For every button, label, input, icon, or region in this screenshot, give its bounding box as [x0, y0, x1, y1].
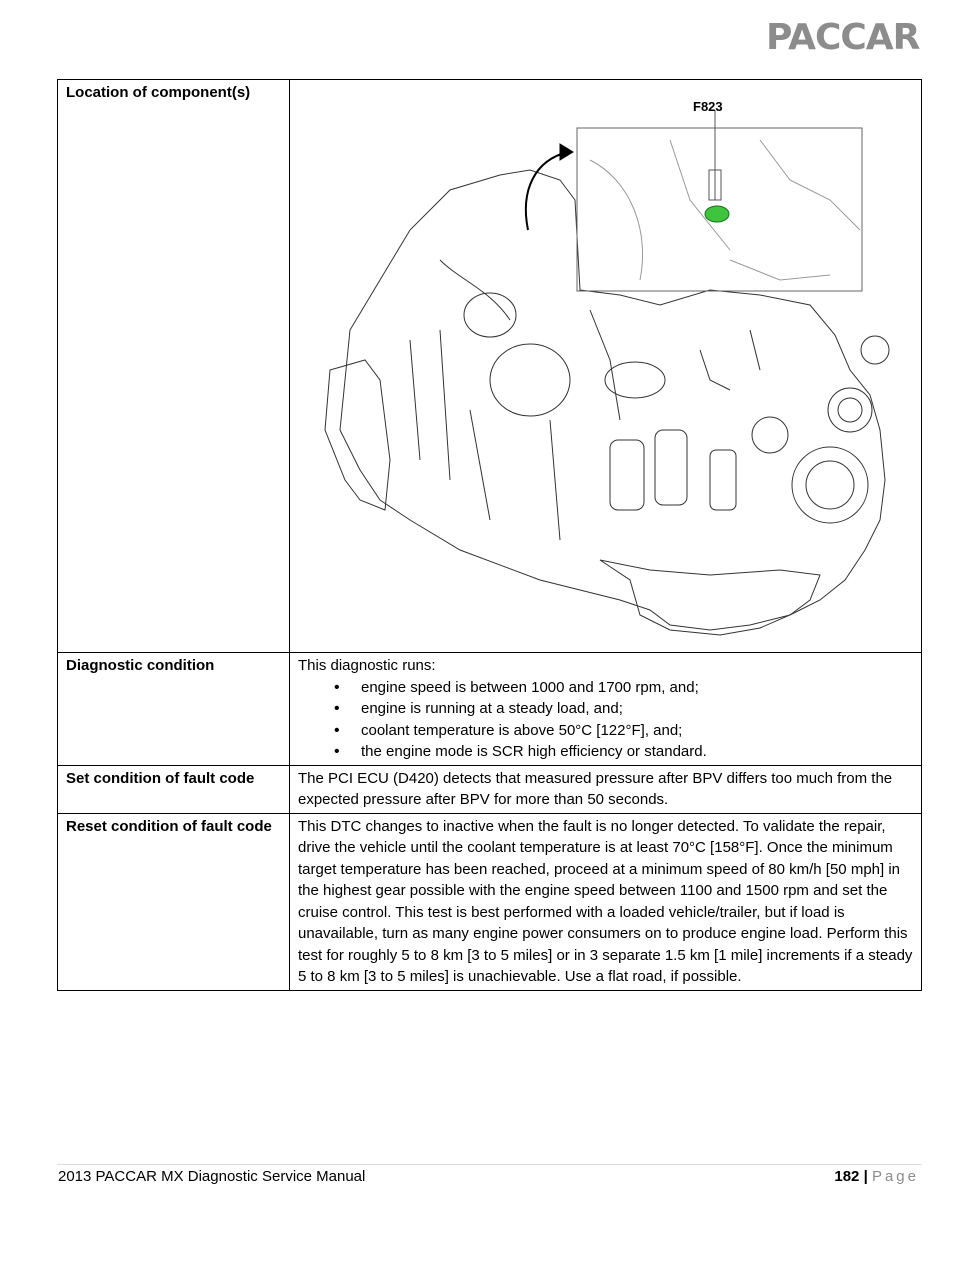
reset-condition-text: This DTC changes to inactive when the fault is no longer detected. To validate the repair, drive the vehicle until the coolant temperature is at least 70°C [158°F]. Once the minimum target temperature has been reached, proceed at a minimum speed of 80 km/h [50 mph] in the highest gear possible with the engine speed between 1100 and 1500 rpm and set the cruise control. This test is best performed with a loaded vehicle/trailer, but if load is unavailable, turn as many engine power consumers on to produce engine load. Perform this test for roughly 5 to 8 km [3 to 5 miles] or in 3 separate 1.5 km [1 mile] increments if a steady 5 to 8 km [3 to 5 miles] is unachievable. Use a flat road, if possible.	[290, 813, 922, 990]
reset-condition-label: Reset condition of fault code	[58, 813, 290, 990]
exhaust-pipe	[440, 260, 510, 320]
footer-page-info	[834, 1168, 919, 1185]
inset-line-c	[730, 260, 830, 280]
callout-arrowhead	[560, 144, 573, 160]
set-condition-label: Set condition of fault code	[58, 765, 290, 813]
inset-hose	[590, 160, 643, 280]
paccar-logo: PACCAR	[766, 17, 920, 58]
compressor-housing	[464, 293, 516, 337]
page-number: 182	[834, 1168, 860, 1185]
filter-right	[655, 430, 687, 505]
oil-pan-outline	[600, 560, 820, 635]
block-detail-2	[440, 330, 450, 480]
footer-manual-title: 2013 PACCAR MX Diagnostic Service Manual	[58, 1168, 366, 1185]
block-detail-6	[750, 330, 760, 370]
diagnostic-value	[290, 653, 922, 766]
location-row	[58, 80, 922, 653]
diagnostic-row	[58, 653, 922, 766]
block-detail-1	[410, 340, 420, 460]
fault-code-table	[57, 79, 922, 991]
condition-item: • the engine mode is SCR high efficiency or standard.	[361, 741, 913, 763]
pulley-upper-inner	[838, 398, 862, 422]
engine-block-outline	[340, 170, 885, 630]
engine-figure-cell	[290, 80, 922, 653]
inset-line-b	[760, 140, 860, 230]
block-detail-4	[550, 420, 560, 540]
filter-body	[710, 450, 736, 510]
block-detail-5	[700, 350, 730, 390]
callout-arrow	[526, 152, 568, 230]
f823-sensor-highlight	[705, 206, 729, 222]
block-detail-3	[470, 410, 490, 520]
pulley-upper	[828, 388, 872, 432]
f823-callout-label: F823	[693, 99, 723, 114]
pulley-large	[792, 447, 868, 523]
pulley-large-inner	[806, 461, 854, 509]
diagnostic-label: Diagnostic condition	[58, 653, 290, 766]
bell-housing-outline	[325, 360, 390, 510]
pulley-right	[861, 336, 889, 364]
pulley-small	[752, 417, 788, 453]
set-condition-row	[58, 765, 922, 813]
turbo-housing	[490, 344, 570, 416]
page-separator: |	[863, 1168, 868, 1185]
condition-item: • coolant temperature is above 50°C [122°F], and;	[361, 720, 913, 742]
filter-left	[610, 440, 644, 510]
footer-divider	[57, 1164, 922, 1165]
diagnostic-intro: This diagnostic runs:	[298, 657, 436, 674]
intake-pipe	[605, 362, 665, 398]
diagnostic-condition-list	[298, 677, 913, 763]
location-label: Location of component(s)	[58, 80, 290, 653]
page-word: Page	[871, 1168, 919, 1185]
condition-item: • engine is running at a steady load, and;	[361, 698, 913, 720]
reset-condition-row	[58, 813, 922, 990]
set-condition-text: The PCI ECU (D420) detects that measured pressure after BPV differs too much from the expected pressure after BPV for more than 50 seconds.	[290, 765, 922, 813]
condition-item: • engine speed is between 1000 and 1700 rpm, and;	[361, 677, 913, 699]
engine-diagram	[290, 80, 922, 652]
air-pipe	[590, 310, 620, 420]
